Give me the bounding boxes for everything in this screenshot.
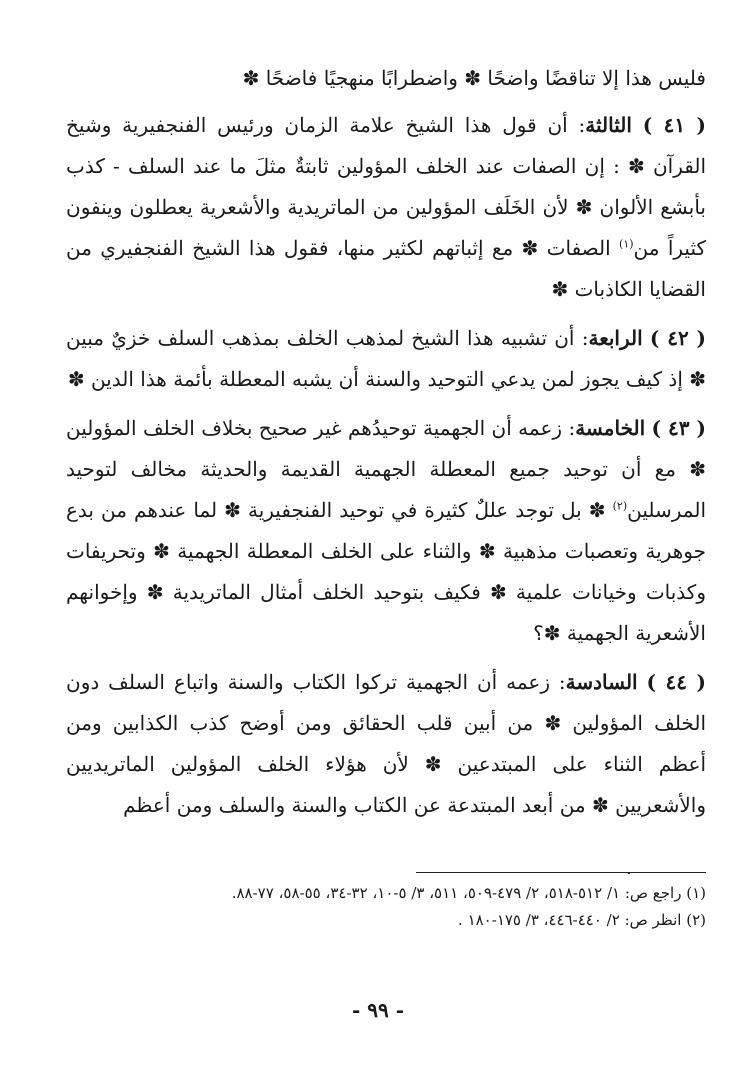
section-number: ( ٤١ ) [642, 113, 706, 137]
section-text: : أن تشبيه هذا الشيخ لمذهب الخلف بمذهب السلف خزيٌ مبين ✽ إذ كيف يجوز لمن يدعي التوحيد والسنة أن يشبه المعطلة بأئمة هذا الدين ✽ [66, 326, 706, 391]
footnote-divider [416, 872, 706, 873]
section-number: ( ٤٢ ) [649, 326, 706, 350]
section-42 [66, 318, 706, 400]
page-number: - ٩٩ - [351, 998, 404, 1022]
section-heading: السادسة [565, 670, 638, 694]
intro-paragraph: فليس هذا إلا تناقضًا واضحًا ✽ واضطرابًا منهجيًا فاضحًا ✽ [242, 66, 706, 90]
section-text: : أن قول هذا الشيخ علامة الزمان ورئيس الفنجفيرية وشيخ القرآن ✽ : إن الصفات عند الخلف المؤولين ثابتةٌ مثلَ ما عند السلف - كذب بأبشع الألوان ✽ لأن الخَلَف المؤولين من الماتريدية والأشعرية يعطلون وينفون كثيراً من [66, 113, 707, 260]
footnote-2: (٢) انظر ص: ٢/ ٤٤٠-٤٤٦، ٣/ ١٧٥-١٨٠ . [458, 911, 706, 929]
section-heading: الخامسة [575, 416, 646, 440]
section-heading: الثالثة [585, 113, 632, 137]
section-heading: الرابعة [588, 326, 643, 350]
section-44 [66, 662, 706, 826]
section-number: ( ٤٣ ) [651, 416, 706, 440]
section-43 [66, 408, 706, 654]
footnote-ref-1: (١) [619, 237, 634, 251]
footnote-ref-2: (٢) [612, 499, 628, 513]
section-text: : زعمه أن الجهمية تركوا الكتاب والسنة واتباع السلف دون الخلف المؤولين ✽ من أبين قلب الحقائق ومن أوضح كذب الكذابين ومن أعظم الثناء على المبتدعين ✽ لأن هؤلاء الخلف المؤولين الماتريديين والأشعريين ✽ من أبعد المبتدعة عن الكتاب والسنة والسلف ومن أعظم [66, 670, 706, 817]
trailing-dot: . [626, 858, 632, 879]
section-text-continued: الصفات ✽ مع إثباتهم لكثير منها، فقول هذا الشيخ الفنجفيري من القضايا الكاذبات ✽ [66, 236, 706, 301]
section-41 [66, 105, 706, 310]
page-body [66, 58, 706, 834]
section-text: : زعمه أن الجهمية توحيدُهم غير صحيح بخلاف الخلف المؤولين ✽ مع أن توحيد جميع المعطلة الجهمية القديمة والحديثة مخالف لتوحيد المرسلين [66, 416, 706, 522]
section-number: ( ٤٤ ) [646, 670, 706, 694]
footnote-1: (١) راجع ص: ١/ ٥١٢-٥١٨، ٢/ ٤٧٩-٥٠٩، ٥١١، ٣/ ٥-١٠، ٣٢-٣٤، ٥٥-٥٨، ٧٧-٨٨. [231, 884, 706, 902]
section-text-continued: ✽ بل توجد عللٌ كثيرة في توحيد الفنجفيرية ✽ لما عندهم من بدع جوهرية وتعصبات مذهبية ✽ والثناء على الخلف المعطلة الجهمية ✽ وتحريفات وكذبات وخيانات علمية ✽ فكيف بتوحيد الخلف أمثال الماتريدية ✽ وإخوانهم الأشعرية الجهمية ✽؟ [66, 498, 706, 645]
footnotes [66, 880, 706, 934]
